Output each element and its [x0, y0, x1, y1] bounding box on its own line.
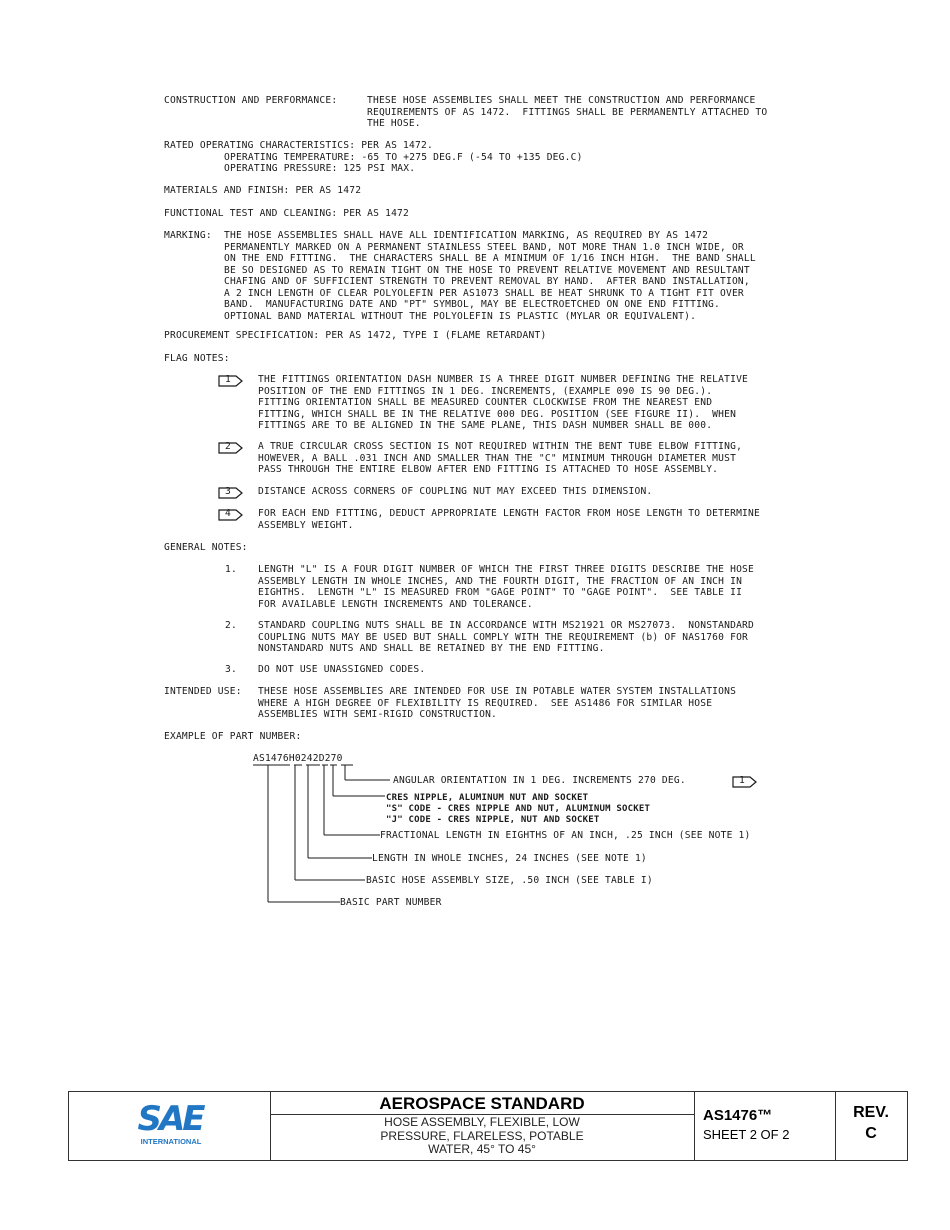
general-note-line: NONSTANDARD NUTS AND SHALL BE RETAINED BY THE END FITTING.	[258, 643, 605, 654]
flag-notes-label: FLAG NOTES:	[164, 353, 230, 364]
sheet-number: SHEET 2 OF 2	[703, 1127, 790, 1142]
flag-number: 2	[225, 441, 231, 452]
flag-icon	[218, 509, 244, 521]
flag-note-line: ASSEMBLY WEIGHT.	[258, 519, 354, 531]
general-note-line: DO NOT USE UNASSIGNED CODES.	[258, 664, 426, 675]
marking-line: THE HOSE ASSEMBLIES SHALL HAVE ALL IDENTIFICATION MARKING, AS REQUIRED BY AS 1472	[224, 230, 709, 241]
part-number: AS1476H0242D270	[253, 753, 343, 764]
title-line: WATER, 45° TO 45°	[428, 1142, 536, 1156]
title-block	[68, 1091, 908, 1161]
marking-line: ON THE END FITTING. THE CHARACTERS SHALL BE A MINIMUM OF 1/16 INCH HIGH. THE BAND SHALL	[224, 253, 756, 264]
construction-label: CONSTRUCTION AND PERFORMANCE:	[164, 95, 338, 106]
title-line: PRESSURE, FLARELESS, POTABLE	[380, 1128, 584, 1143]
construction-line: THESE HOSE ASSEMBLIES SHALL MEET THE CONSTRUCTION AND PERFORMANCE	[367, 95, 756, 106]
document-title	[270, 1116, 694, 1157]
general-note-line: EIGHTHS. LENGTH "L" IS MEASURED FROM "GAGE POINT" TO "GAGE POINT". SEE TABLE II	[258, 587, 743, 598]
title-line: HOSE ASSEMBLY, FLEXIBLE, LOW	[384, 1115, 580, 1129]
standard-heading: AEROSPACE STANDARD	[270, 1093, 694, 1115]
flag-note-line: POSITION OF THE END FITTINGS IN 1 DEG. INCREMENTS, (EXAMPLE 090 IS 90 DEG.).	[258, 385, 713, 397]
callout-size: BASIC HOSE ASSEMBLY SIZE, .50 INCH (SEE TABLE I)	[366, 875, 653, 886]
intended-use-label: INTENDED USE:	[164, 686, 242, 697]
title-cell	[270, 1092, 695, 1160]
marking-line: A 2 INCH LENGTH OF CLEAR POLYOLEFIN PER AS1073 SHALL BE HEAT SHRUNK TO A TIGHT FIT OVER	[224, 287, 744, 299]
general-note-number: 3.	[225, 664, 237, 675]
logo-cell	[69, 1092, 271, 1160]
sae-logo: SAE	[137, 1099, 203, 1139]
callout-angular: ANGULAR ORIENTATION IN 1 DEG. INCREMENTS 270 DEG.	[393, 775, 686, 786]
flag-marker-1	[218, 374, 244, 392]
flag-icon	[732, 776, 758, 788]
intended-use-line: ASSEMBLIES WITH SEMI-RIGID CONSTRUCTION.	[258, 709, 498, 720]
callout-code: "J" CODE - CRES NIPPLE, NUT AND SOCKET	[386, 815, 600, 825]
flag-icon	[218, 375, 244, 387]
flag-note-line: FITTING ORIENTATION SHALL BE MEASURED COUNTER CLOCKWISE FROM THE NEAREST END	[258, 397, 713, 408]
callout-fraction: FRACTIONAL LENGTH IN EIGHTHS OF AN INCH, .25 INCH (SEE NOTE 1)	[380, 830, 751, 841]
flag-marker-callout	[732, 775, 758, 793]
flag-note-line: DISTANCE ACROSS CORNERS OF COUPLING NUT MAY EXCEED THIS DIMENSION.	[258, 486, 653, 497]
flag-note-line: FITTING, WHICH SHALL BE IN THE RELATIVE 000 DEG. POSITION (SEE FIGURE II). WHEN	[258, 408, 737, 420]
callout-basic: BASIC PART NUMBER	[340, 897, 442, 908]
flag-number: 1	[225, 374, 231, 385]
general-note-number: 1.	[225, 564, 237, 575]
revision-value: C	[865, 1125, 877, 1142]
rated-heading: RATED OPERATING CHARACTERISTICS: PER AS 1472.	[164, 140, 433, 151]
flag-number: 3	[225, 486, 231, 497]
part-number-leader-lines	[250, 763, 400, 913]
flag-note-line: A TRUE CIRCULAR CROSS SECTION IS NOT REQUIRED WITHIN THE BENT TUBE ELBOW FITTING,	[258, 441, 743, 452]
flag-note-line: PASS THROUGH THE ENTIRE ELBOW AFTER END FITTING IS ATTACHED TO HOSE ASSEMBLY.	[258, 464, 719, 475]
operating-pressure: OPERATING PRESSURE: 125 PSI MAX.	[224, 163, 416, 174]
flag-number: 4	[225, 508, 231, 519]
general-note-line: STANDARD COUPLING NUTS SHALL BE IN ACCORDANCE WITH MS21921 OR MS27073. NONSTANDARD	[258, 620, 755, 631]
functional-test: FUNCTIONAL TEST AND CLEANING: PER AS 1472	[164, 208, 410, 219]
general-note-number: 2.	[225, 620, 237, 631]
revision-cell	[835, 1092, 907, 1160]
flag-icon	[218, 487, 244, 499]
marking-line: BE SO DESIGNED AS TO REMAIN TIGHT ON THE HOSE TO PREVENT RELATIVE MOVEMENT AND RESULTANT	[224, 264, 750, 276]
flag-note-line: HOWEVER, A BALL .031 INCH AND SMALLER THAN THE "C" MINIMUM THROUGH DIAMETER MUST	[258, 452, 737, 464]
intended-use-line: WHERE A HIGH DEGREE OF FLEXIBILITY IS REQUIRED. SEE AS1486 FOR SIMILAR HOSE	[258, 697, 713, 709]
materials-finish: MATERIALS AND FINISH: PER AS 1472	[164, 185, 362, 196]
flag-marker-4	[218, 508, 244, 526]
marking-line: PERMANENTLY MARKED ON A PERMANENT STAINLESS STEEL BAND, NOT MORE THAN 1.0 INCH WIDE, OR	[224, 241, 744, 253]
general-note-line: FOR AVAILABLE LENGTH INCREMENTS AND TOLERANCE.	[258, 598, 533, 610]
flag-note-line: FOR EACH END FITTING, DEDUCT APPROPRIATE LENGTH FACTOR FROM HOSE LENGTH TO DETERMINE	[258, 508, 760, 519]
operating-temperature: OPERATING TEMPERATURE: -65 TO +275 DEG.F (-54 TO +135 DEG.C)	[224, 151, 583, 163]
revision-label: REV.	[853, 1104, 889, 1121]
sae-logo-subtext: INTERNATIONAL	[140, 1137, 202, 1146]
marking-line: BAND. MANUFACTURING DATE AND "PT" SYMBOL, MAY BE ELECTROETCHED ON ONE END FITTING.	[224, 299, 721, 310]
general-note-line: LENGTH "L" IS A FOUR DIGIT NUMBER OF WHICH THE FIRST THREE DIGITS DESCRIBE THE HOSE	[258, 564, 755, 575]
general-notes-label: GENERAL NOTES:	[164, 542, 248, 553]
flag-number: 1	[739, 775, 745, 786]
marking-line: OPTIONAL BAND MATERIAL WITHOUT THE POLYOLEFIN IS PLASTIC (MYLAR OR EQUIVALENT).	[224, 310, 697, 322]
flag-icon	[218, 442, 244, 454]
flag-note-line: THE FITTINGS ORIENTATION DASH NUMBER IS A THREE DIGIT NUMBER DEFINING THE RELATIVE	[258, 374, 749, 385]
procurement-spec: PROCUREMENT SPECIFICATION: PER AS 1472, TYPE I (FLAME RETARDANT)	[164, 330, 547, 341]
callout-whole-length: LENGTH IN WHOLE INCHES, 24 INCHES (SEE NOTE 1)	[372, 853, 647, 864]
intended-use-line: THESE HOSE ASSEMBLIES ARE INTENDED FOR USE IN POTABLE WATER SYSTEM INSTALLATIONS	[258, 686, 737, 697]
document-number: AS1476™	[703, 1107, 773, 1124]
callout-code: CRES NIPPLE, ALUMINUM NUT AND SOCKET	[386, 793, 589, 803]
construction-line: REQUIREMENTS OF AS 1472. FITTINGS SHALL BE PERMANENTLY ATTACHED TO	[367, 106, 768, 118]
general-note-line: COUPLING NUTS MAY BE USED BUT SHALL COMPLY WITH THE REQUIREMENT (b) OF NAS1760 FOR	[258, 631, 749, 643]
construction-line: THE HOSE.	[367, 118, 421, 129]
flag-marker-3	[218, 486, 244, 504]
doc-number-cell	[694, 1092, 836, 1160]
callout-code: "S" CODE - CRES NIPPLE AND NUT, ALUMINUM SOCKET	[386, 804, 651, 814]
flag-note-line: FITTINGS ARE TO BE ALIGNED IN THE SAME PLANE, THIS DASH NUMBER SHALL BE 000.	[258, 420, 713, 431]
marking-label: MARKING:	[164, 230, 212, 241]
example-label: EXAMPLE OF PART NUMBER:	[164, 731, 302, 742]
flag-marker-2	[218, 441, 244, 459]
marking-line: CHAFING AND OF SUFFICIENT STRENGTH TO PREVENT REMOVAL BY HAND. AFTER BAND INSTALLATION,	[224, 276, 750, 287]
general-note-line: ASSEMBLY LENGTH IN WHOLE INCHES, AND THE FOURTH DIGIT, THE FRACTION OF AN INCH IN	[258, 575, 743, 587]
